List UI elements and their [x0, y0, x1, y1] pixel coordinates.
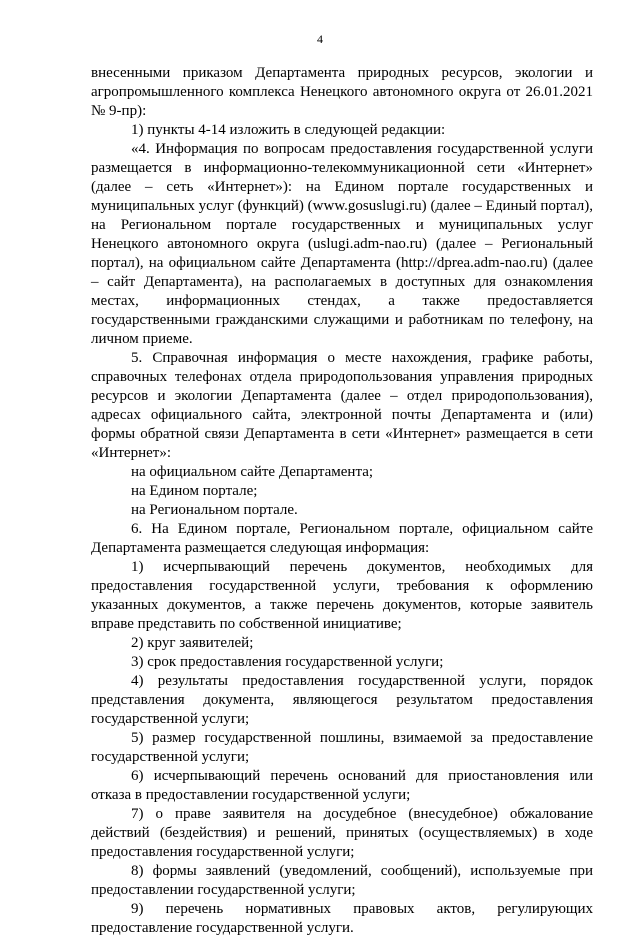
paragraph-p7: на Региональном портале. — [131, 502, 298, 518]
paragraph-p2: 1) пункты 4-14 изложить в следующей редакции: — [131, 122, 446, 138]
paragraph-p11: 3) срок предоставления государственной услуги; — [131, 654, 444, 670]
paragraph-p9: 1) исчерпывающий перечень документов, необходимых для предоставления государственной услуги, требования к оформлению указанных документов, а также перечень документов, которые заявитель вправе представить по собственной инициативе; — [91, 559, 593, 632]
paragraph-p17: 9) перечень нормативных правовых актов, регулирующих предоставление государственной услуги. — [91, 901, 593, 936]
document-body — [91, 64, 593, 938]
paragraph-p13: 5) размер государственной пошлины, взимаемой за предоставление государственной услуги; — [91, 730, 593, 765]
paragraph-p1: внесенными приказом Департамента природных ресурсов, экологии и агропромышленного комплекса Ненецкого автономного округа от 26.01.2021 № 9-пр): — [91, 65, 593, 119]
paragraph-p16: 8) формы заявлений (уведомлений, сообщений), используемые при предоставлении государственной услуги; — [91, 863, 593, 898]
paragraph-p3: «4. Информация по вопросам предоставления государственной услуги размещается в информационно-телекоммуникационной сети «Интернет» (далее – сеть «Интернет»): на Едином портале государственных и муниципальных услуг (функций) (www.gosuslugi.ru) (далее – Единый портал), на Региональном портале государственных и муниципальных услуг Ненецкого автономного округа (uslugi.adm-nao.ru) (далее – Региональный портал), на официальном сайте Департамента (http://dprea.adm-nao.ru) (далее – сайт Департамента), на располагаемых в доступных для ознакомления местах, информационных стендах, а также предоставляется государственными гражданскими служащими и работникам по телефону, на личном приеме. — [91, 141, 593, 347]
paragraph-p6: на Едином портале; — [131, 483, 258, 499]
paragraph-p8: 6. На Едином портале, Региональном портале, официальном сайте Департамента размещается следующая информация: — [91, 521, 593, 556]
paragraph-p5: на официальном сайте Департамента; — [131, 464, 374, 480]
paragraph-p12: 4) результаты предоставления государственной услуги, порядок представления документа, являющегося результатом предоставления государственной услуги; — [91, 673, 593, 727]
paragraph-p4: 5. Справочная информация о месте нахождения, графике работы, справочных телефонах отдела природопользования управления природных ресурсов и экологии Департамента (далее – отдел природопользования), адресах официального сайта, электронной почты Департамента и (или) формы обратной связи Департамента в сети «Интернет» размещается в сети «Интернет»: — [91, 350, 593, 461]
paragraph-p14: 6) исчерпывающий перечень оснований для приостановления или отказа в предоставлении государственной услуги; — [91, 768, 593, 803]
page-number: 4 — [317, 32, 323, 46]
paragraph-p10: 2) круг заявителей; — [131, 635, 254, 651]
paragraph-p15: 7) о праве заявителя на досудебное (внесудебное) обжалование действий (бездействия) и решений, принятых (осуществляемых) в ходе предоставления государственной услуги; — [91, 806, 593, 860]
